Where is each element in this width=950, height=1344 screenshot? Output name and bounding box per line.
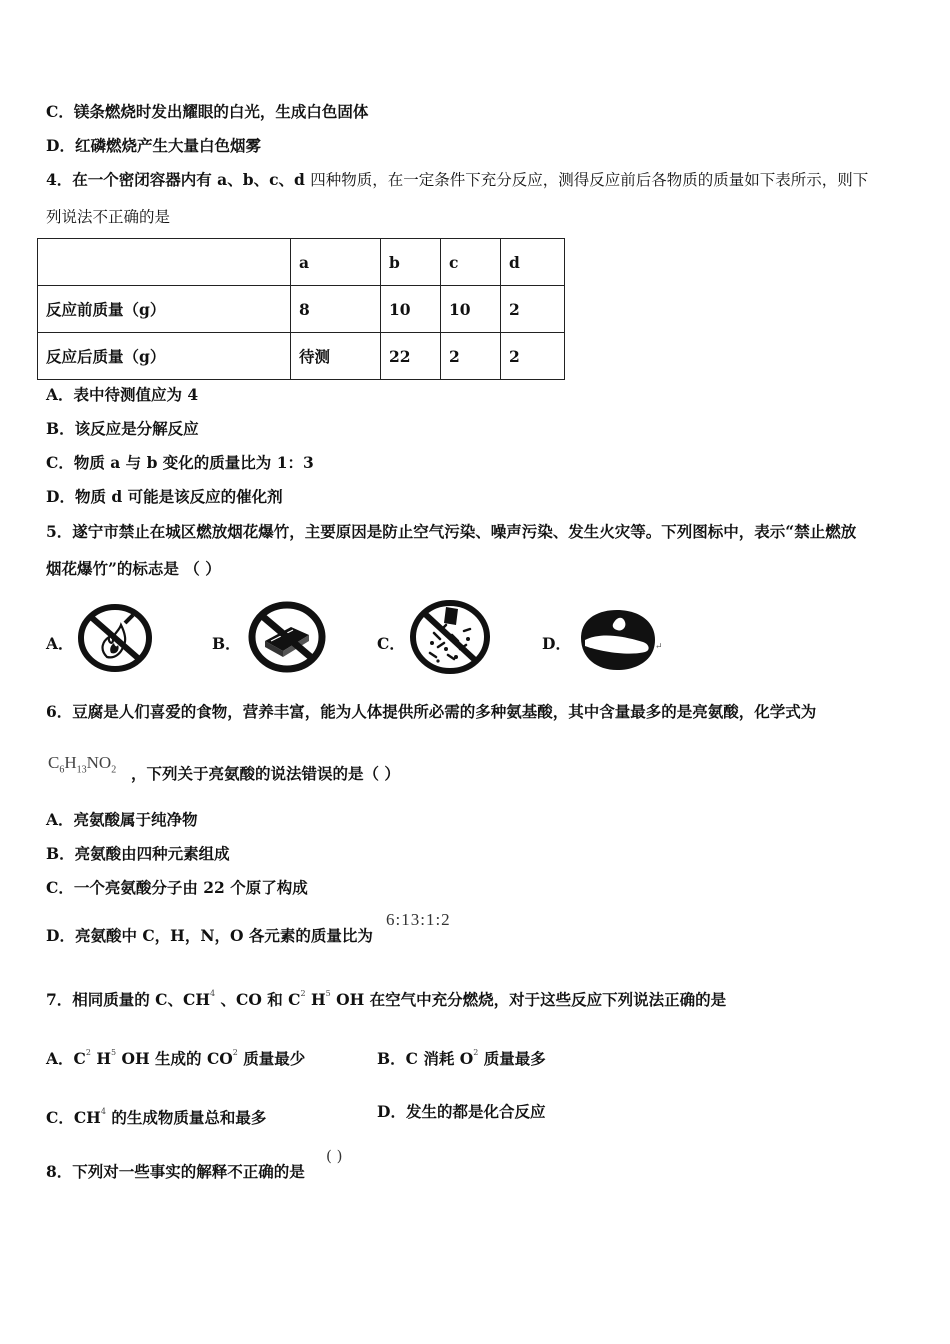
- text-segment: 的生成物质量总和最多: [105, 1108, 267, 1127]
- text-segment: 7．相同质量的 C、CH: [46, 990, 210, 1009]
- superscript: 4: [210, 989, 216, 998]
- table-header-cell: a: [291, 239, 381, 286]
- superscript: 2: [85, 1048, 91, 1057]
- water-saving-icon: [577, 606, 659, 674]
- text-segment: OH 在空气中充分燃烧，对于这些反应下列说法正确的是: [330, 990, 727, 1009]
- table-cell: 反应前质量（g）: [38, 286, 291, 333]
- superscript: 5: [111, 1048, 117, 1057]
- text-segment: C．CH: [46, 1108, 101, 1127]
- q4-stem-bold: 4．在一个密闭容器内有 a、b、c、d: [46, 170, 311, 189]
- table-header-cell: b: [381, 239, 441, 286]
- q4-option-b: B．该反应是分解反应: [46, 419, 199, 438]
- mass-ratio: 6:13:1:2: [386, 910, 451, 929]
- table-row: [38, 333, 565, 380]
- q5-stem: 5．遂宁市禁止在城区燃放烟花爆竹，主要原因是防止空气污染、噪声污染、发生火灾等。下列图标中，表示“禁止燃放: [46, 522, 857, 541]
- q4-option-a: A．表中待测值应为 4: [46, 385, 199, 404]
- q5-label-c: C．: [377, 634, 405, 653]
- table-header-cell: [38, 239, 291, 286]
- table-cell: 2: [501, 286, 565, 333]
- q7-stem: [46, 984, 726, 1010]
- table-cell: 反应后质量（g）: [38, 333, 291, 380]
- table-cell: 待测: [291, 333, 381, 380]
- superscript: 2: [232, 1048, 238, 1057]
- text-segment: 、CO 和 C: [215, 990, 301, 1009]
- table-header-cell: d: [501, 239, 565, 286]
- table-cell: 10: [441, 286, 501, 333]
- table-header-row: [38, 239, 565, 286]
- q7-option-d: D．发生的都是化合反应: [377, 1102, 546, 1121]
- q5-label-d: D．: [542, 634, 571, 653]
- q6-option-c: C．一个亮氨酸分子由 22 个原了构成: [46, 878, 308, 897]
- q8-stem: 8．下列对一些事实的解释不正确的是: [46, 1162, 305, 1181]
- formula-carbon: C: [48, 753, 60, 772]
- q4-mass-table: [37, 238, 565, 380]
- text-segment: H: [90, 1049, 112, 1068]
- q7-option-c: [46, 1102, 266, 1128]
- q7-option-a: [46, 1043, 305, 1069]
- superscript: 2: [473, 1048, 479, 1057]
- formula-sub: 13: [76, 764, 87, 776]
- superscript: 2: [300, 989, 306, 998]
- table-cell: 2: [441, 333, 501, 380]
- table-header-cell: c: [441, 239, 501, 286]
- text-segment: OH 生成的 CO: [116, 1049, 233, 1068]
- q6-option-a: A．亮氨酸属于纯净物: [46, 810, 198, 829]
- q4-stem-line2: 列说法不正确的是: [46, 208, 171, 226]
- superscript: 5: [325, 989, 331, 998]
- table-cell: 8: [291, 286, 381, 333]
- table-cell: 22: [381, 333, 441, 380]
- q6-stem: 6．豆腐是人们喜爱的食物，营养丰富，能为人体提供所必需的多种氨基酸，其中含量最多的是亮氨酸，化学式为: [46, 702, 817, 721]
- no-fire-icon: [77, 603, 153, 673]
- table-cell: 2: [501, 333, 565, 380]
- formula-hydrogen: H: [64, 753, 77, 772]
- formula-sub: 2: [111, 764, 117, 776]
- q4-stem-rest: 四种物质，在一定条件下充分反应，测得反应前后各物质的质量如下表所示，则下: [310, 171, 869, 189]
- text-segment: A．C: [46, 1049, 86, 1068]
- text-segment: 质量最多: [478, 1049, 546, 1068]
- table-cell: 10: [381, 286, 441, 333]
- q4-option-c: C．物质 a 与 b 变化的质量比为 1：3: [46, 453, 314, 472]
- text-segment: 质量最少: [237, 1049, 306, 1068]
- superscript: 4: [100, 1107, 106, 1116]
- q4-option-d: D．物质 d 可能是该反应的催化剂: [46, 487, 283, 506]
- q3-option-d: D．红磷燃烧产生大量白色烟雾: [46, 136, 261, 155]
- answer-parentheses: ( ): [326, 1147, 343, 1165]
- q6-stem-line2: ，下列关于亮氨酸的说法错误的是（ ）: [131, 764, 400, 783]
- formula-rest: NO: [86, 753, 112, 772]
- text-segment: B．C 消耗 O: [377, 1049, 474, 1068]
- leucine-formula: [48, 753, 116, 775]
- no-smoking-icon: [247, 601, 327, 673]
- q6-option-d: D．亮氨酸中 C，H，N，O 各元素的质量比为: [46, 926, 373, 945]
- no-fireworks-icon: [408, 599, 492, 675]
- q4-stem: [46, 170, 868, 190]
- q5-label-b: B．: [212, 634, 241, 653]
- q6-option-b: B．亮氨酸由四种元素组成: [46, 844, 230, 863]
- q5-stem-line2: 烟花爆竹”的标志是 （ ）: [46, 559, 221, 578]
- formula-sub: 6: [59, 764, 65, 776]
- table-row: [38, 286, 565, 333]
- text-segment: H: [305, 990, 326, 1009]
- q3-option-c: C．镁条燃烧时发出耀眼的白光，生成白色固体: [46, 102, 369, 121]
- q7-option-b: [377, 1043, 546, 1069]
- paragraph-mark: ↵: [655, 642, 663, 652]
- q5-label-a: A．: [46, 634, 74, 653]
